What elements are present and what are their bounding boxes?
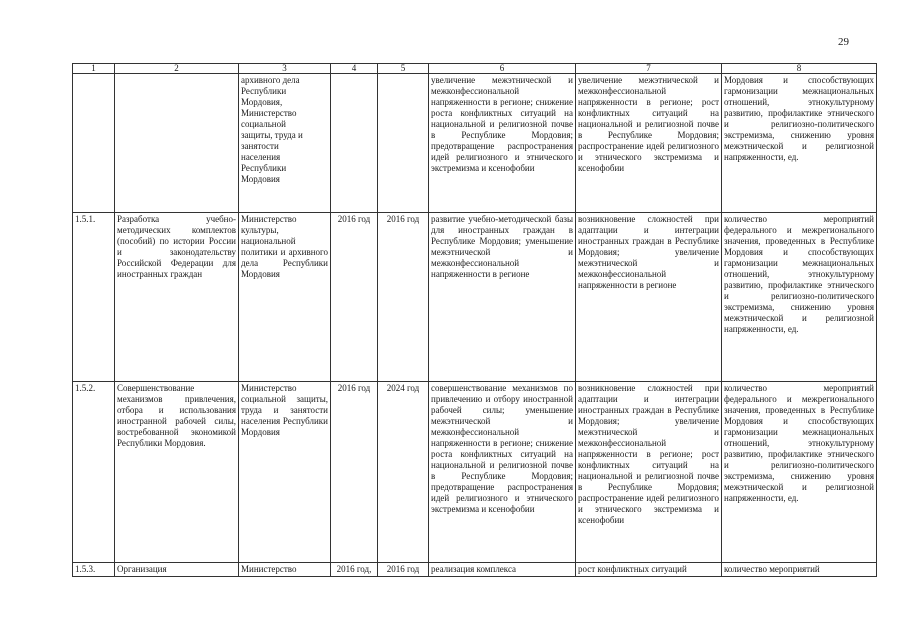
responsible-executor: Министерство культуры, национальной политики и архивного дела Республики Мордовия (239, 213, 331, 382)
activity-name: Организация (115, 563, 239, 577)
responsible-executor: Министерство социальной защиты, труда и занятости населения Республики Мордовия (239, 382, 331, 563)
responsible-executor: Министерство (239, 563, 331, 577)
consequences-of-non-implementation: увеличение межэтнической и межконфессиональной напряженности в регионе; рост конфликтных ситуаций на национальной и религиозной почве в Республике Мордовия; распространение идей религиозного и этнического экстремизма и ксенофобии (576, 74, 722, 213)
expected-result: развитие учебно-методической базы для иностранных граждан в Республике Мордовия; уменьшение межэтнической и межконфессиональной напряженности в регионе (429, 213, 576, 382)
column-header-2: 2 (115, 64, 239, 74)
consequences-of-non-implementation: возникновение сложностей при адаптации и интеграции иностранных граждан в Республике Мордовия; увеличение межэтнической и межконфессиональной напряженности в регионе (576, 213, 722, 382)
table-row (73, 74, 877, 213)
table-row (73, 213, 877, 382)
table-row (73, 563, 877, 577)
column-header-8: 8 (722, 64, 877, 74)
end-date: 2016 год (378, 563, 429, 577)
end-date: 2024 год (378, 382, 429, 563)
indicator: Мордовия и способствующих гармонизации межнациональных отношений, этнокультурному развитию, профилактике этнического и религиозно-политического экстремизма, снижению уровня межэтнической и религиозной напряженности, ед. (722, 74, 877, 213)
column-header-1: 1 (73, 64, 115, 74)
expected-result: совершенствование механизмов по привлечению и отбору иностранной рабочей силы; уменьшение межэтнической и межконфессиональной напряженности в регионе; снижение роста конфликтных ситуаций на национальной и религиозной почве в Республике Мордовия; предотвращение распространения идей религиозного и этнического экстремизма и ксенофобии (429, 382, 576, 563)
end-date: 2016 год (378, 213, 429, 382)
start-date: 2016 год (331, 382, 378, 563)
activity-name (115, 74, 239, 213)
column-header-5: 5 (378, 64, 429, 74)
header-row (73, 64, 877, 74)
consequences-of-non-implementation: рост конфликтных ситуаций (576, 563, 722, 577)
item-number (73, 74, 115, 213)
table-row (73, 382, 877, 563)
indicator: количество мероприятий федерального и межрегионального значения, проведенных в Республике Мордовия и способствующих гармонизации межнациональных отношений, этнокультурному развитию, профилактике этнического и религиозно-политического экстремизма, снижению уровня межэтнической и религиозной напряженности, ед. (722, 213, 877, 382)
indicator: количество мероприятий федерального и межрегионального значения, проведенных в Республике Мордовия и способствующих гармонизации межнациональных отношений, этнокультурному развитию, профилактике этнического и религиозно-политического экстремизма, снижению уровня межэтнической и религиозной напряженности, ед. (722, 382, 877, 563)
page-number: 29 (838, 36, 849, 48)
start-date (331, 74, 378, 213)
column-header-4: 4 (331, 64, 378, 74)
item-number: 1.5.2. (73, 382, 115, 563)
responsible-executor: архивного дела Республики Мордовия, Министерство социальной защиты, труда и занятости населения Республики Мордовия (239, 74, 331, 213)
column-header-3: 3 (239, 64, 331, 74)
item-number: 1.5.3. (73, 563, 115, 577)
program-activities-table (72, 63, 877, 577)
item-number: 1.5.1. (73, 213, 115, 382)
indicator: количество мероприятий (722, 563, 877, 577)
start-date: 2016 год (331, 213, 378, 382)
activity-name: Совершенствование механизмов привлечения, отбора и использования иностранной рабочей силы, востребованной экономикой Республики Мордовия. (115, 382, 239, 563)
column-header-6: 6 (429, 64, 576, 74)
column-header-7: 7 (576, 64, 722, 74)
expected-result: реализация комплекса (429, 563, 576, 577)
start-date: 2016 год, (331, 563, 378, 577)
expected-result: увеличение межэтнической и межконфессиональной напряженности в регионе; снижение роста конфликтных ситуаций на национальной и религиозной почве в Республике Мордовия; предотвращение распространения идей религиозного и этнического экстремизма и ксенофобии (429, 74, 576, 213)
consequences-of-non-implementation: возникновение сложностей при адаптации и интеграции иностранных граждан в Республике Мордовия; увеличение межэтнической и межконфессиональной напряженности в регионе; рост конфликтных ситуаций на национальной и религиозной почве в Республике Мордовия; распространение идей религиозного и этнического экстремизма и ксенофобии (576, 382, 722, 563)
activity-name: Разработка учебно-методических комплектов (пособий) по истории России и законодательству Российской Федерации для иностранных граждан (115, 213, 239, 382)
end-date (378, 74, 429, 213)
